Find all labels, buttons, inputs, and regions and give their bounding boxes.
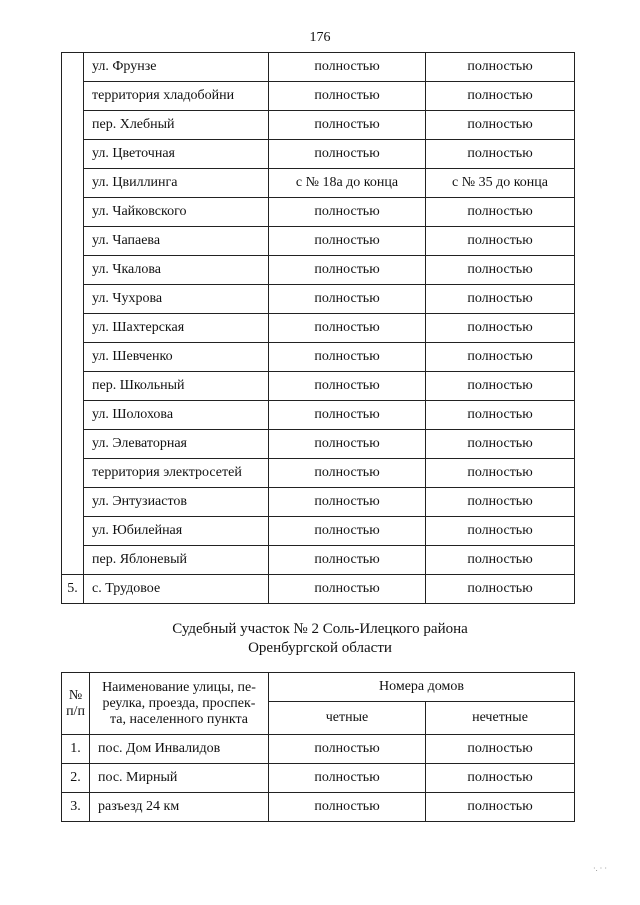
street-name-cell: ул. Чухрова bbox=[84, 285, 269, 314]
odd-numbers-cell: полностью bbox=[426, 735, 575, 764]
street-name-cell: ул. Чапаева bbox=[84, 227, 269, 256]
table-row bbox=[62, 372, 575, 401]
table-row bbox=[62, 401, 575, 430]
even-numbers-cell: полностью bbox=[269, 198, 426, 227]
odd-numbers-cell: полностью bbox=[426, 546, 575, 575]
street-name-cell: ул. Шевченко bbox=[84, 343, 269, 372]
even-numbers-cell: полностью bbox=[269, 735, 426, 764]
street-name-cell: пер. Хлебный bbox=[84, 111, 269, 140]
row-number-cell: 2. bbox=[62, 764, 90, 793]
header-number: № п/п bbox=[62, 673, 90, 735]
odd-numbers-cell: полностью bbox=[426, 372, 575, 401]
table-row bbox=[62, 227, 575, 256]
even-numbers-cell: полностью bbox=[269, 227, 426, 256]
street-name-cell: ул. Элеваторная bbox=[84, 430, 269, 459]
street-name-cell: ул. Цвиллинга bbox=[84, 169, 269, 198]
even-numbers-cell: полностью bbox=[269, 111, 426, 140]
heading-line-2: Оренбургской области bbox=[248, 640, 392, 656]
streets-table-continued bbox=[61, 52, 575, 604]
street-name-cell: ул. Чкалова bbox=[84, 256, 269, 285]
table-row bbox=[62, 459, 575, 488]
table-row bbox=[62, 140, 575, 169]
section-heading bbox=[0, 620, 640, 658]
even-numbers-cell: полностью bbox=[269, 256, 426, 285]
street-name-cell: ул. Шахтерская bbox=[84, 314, 269, 343]
odd-numbers-cell: полностью bbox=[426, 488, 575, 517]
row-number-cell: 3. bbox=[62, 793, 90, 822]
court-district-2-table bbox=[61, 672, 575, 822]
odd-numbers-cell: полностью bbox=[426, 459, 575, 488]
even-numbers-cell: с № 18а до конца bbox=[269, 169, 426, 198]
header-odd: нечетные bbox=[426, 702, 575, 735]
even-numbers-cell: полностью bbox=[269, 53, 426, 82]
even-numbers-cell: полностью bbox=[269, 459, 426, 488]
table-row bbox=[62, 488, 575, 517]
street-name-cell: с. Трудовое bbox=[84, 575, 269, 604]
header-even: четные bbox=[269, 702, 426, 735]
odd-numbers-cell: полностью bbox=[426, 111, 575, 140]
odd-numbers-cell: полностью bbox=[426, 198, 575, 227]
table-row bbox=[62, 82, 575, 111]
odd-numbers-cell: с № 35 до конца bbox=[426, 169, 575, 198]
odd-numbers-cell: полностью bbox=[426, 343, 575, 372]
row-number-cell: 5. bbox=[62, 575, 84, 604]
table-row bbox=[62, 343, 575, 372]
street-name-cell: ул. Шолохова bbox=[84, 401, 269, 430]
table-row bbox=[62, 256, 575, 285]
header-street-name: Наименование улицы, пе- реулка, проезда, проспек- та, населенного пункта bbox=[90, 673, 269, 735]
table-row bbox=[62, 169, 575, 198]
street-name-cell: ул. Фрунзе bbox=[84, 53, 269, 82]
odd-numbers-cell: полностью bbox=[426, 793, 575, 822]
street-name-cell: пос. Дом Инвалидов bbox=[90, 735, 269, 764]
street-name-cell: пер. Яблоневый bbox=[84, 546, 269, 575]
even-numbers-cell: полностью bbox=[269, 140, 426, 169]
even-numbers-cell: полностью bbox=[269, 517, 426, 546]
table-row bbox=[62, 793, 575, 822]
street-name-cell: территория хладобойни bbox=[84, 82, 269, 111]
even-numbers-cell: полностью bbox=[269, 82, 426, 111]
odd-numbers-cell: полностью bbox=[426, 53, 575, 82]
table-row bbox=[62, 53, 575, 82]
table-row bbox=[62, 285, 575, 314]
street-name-cell: территория электросетей bbox=[84, 459, 269, 488]
street-name-cell: ул. Чайковского bbox=[84, 198, 269, 227]
odd-numbers-cell: полностью bbox=[426, 314, 575, 343]
street-name-cell: ул. Юбилейная bbox=[84, 517, 269, 546]
street-name-cell: ул. Цветочная bbox=[84, 140, 269, 169]
street-name-cell: ул. Энтузиастов bbox=[84, 488, 269, 517]
table-row bbox=[62, 575, 575, 604]
table-row bbox=[62, 198, 575, 227]
table-row bbox=[62, 430, 575, 459]
street-name-cell: пер. Школьный bbox=[84, 372, 269, 401]
table-row bbox=[62, 735, 575, 764]
odd-numbers-cell: полностью bbox=[426, 575, 575, 604]
even-numbers-cell: полностью bbox=[269, 343, 426, 372]
heading-line-1: Судебный участок № 2 Соль-Илецкого района bbox=[172, 621, 468, 637]
odd-numbers-cell: полностью bbox=[426, 82, 575, 111]
table-row bbox=[62, 546, 575, 575]
table-row bbox=[62, 764, 575, 793]
odd-numbers-cell: полностью bbox=[426, 256, 575, 285]
table-row bbox=[62, 111, 575, 140]
even-numbers-cell: полностью bbox=[269, 575, 426, 604]
odd-numbers-cell: полностью bbox=[426, 517, 575, 546]
odd-numbers-cell: полностью bbox=[426, 140, 575, 169]
table-row bbox=[62, 517, 575, 546]
odd-numbers-cell: полностью bbox=[426, 764, 575, 793]
even-numbers-cell: полностью bbox=[269, 401, 426, 430]
odd-numbers-cell: полностью bbox=[426, 430, 575, 459]
even-numbers-cell: полностью bbox=[269, 372, 426, 401]
table-row bbox=[62, 314, 575, 343]
header-house-numbers: Номера домов bbox=[269, 673, 575, 702]
street-name-cell: разъезд 24 км bbox=[90, 793, 269, 822]
group-number-cell bbox=[62, 53, 84, 575]
street-name-cell: пос. Мирный bbox=[90, 764, 269, 793]
odd-numbers-cell: полностью bbox=[426, 401, 575, 430]
row-number-cell: 1. bbox=[62, 735, 90, 764]
even-numbers-cell: полностью bbox=[269, 793, 426, 822]
even-numbers-cell: полностью bbox=[269, 488, 426, 517]
even-numbers-cell: полностью bbox=[269, 430, 426, 459]
scan-mark: ·. · · bbox=[593, 864, 607, 873]
odd-numbers-cell: полностью bbox=[426, 285, 575, 314]
even-numbers-cell: полностью bbox=[269, 764, 426, 793]
even-numbers-cell: полностью bbox=[269, 314, 426, 343]
even-numbers-cell: полностью bbox=[269, 285, 426, 314]
even-numbers-cell: полностью bbox=[269, 546, 426, 575]
odd-numbers-cell: полностью bbox=[426, 227, 575, 256]
page-number: 176 bbox=[309, 30, 331, 45]
